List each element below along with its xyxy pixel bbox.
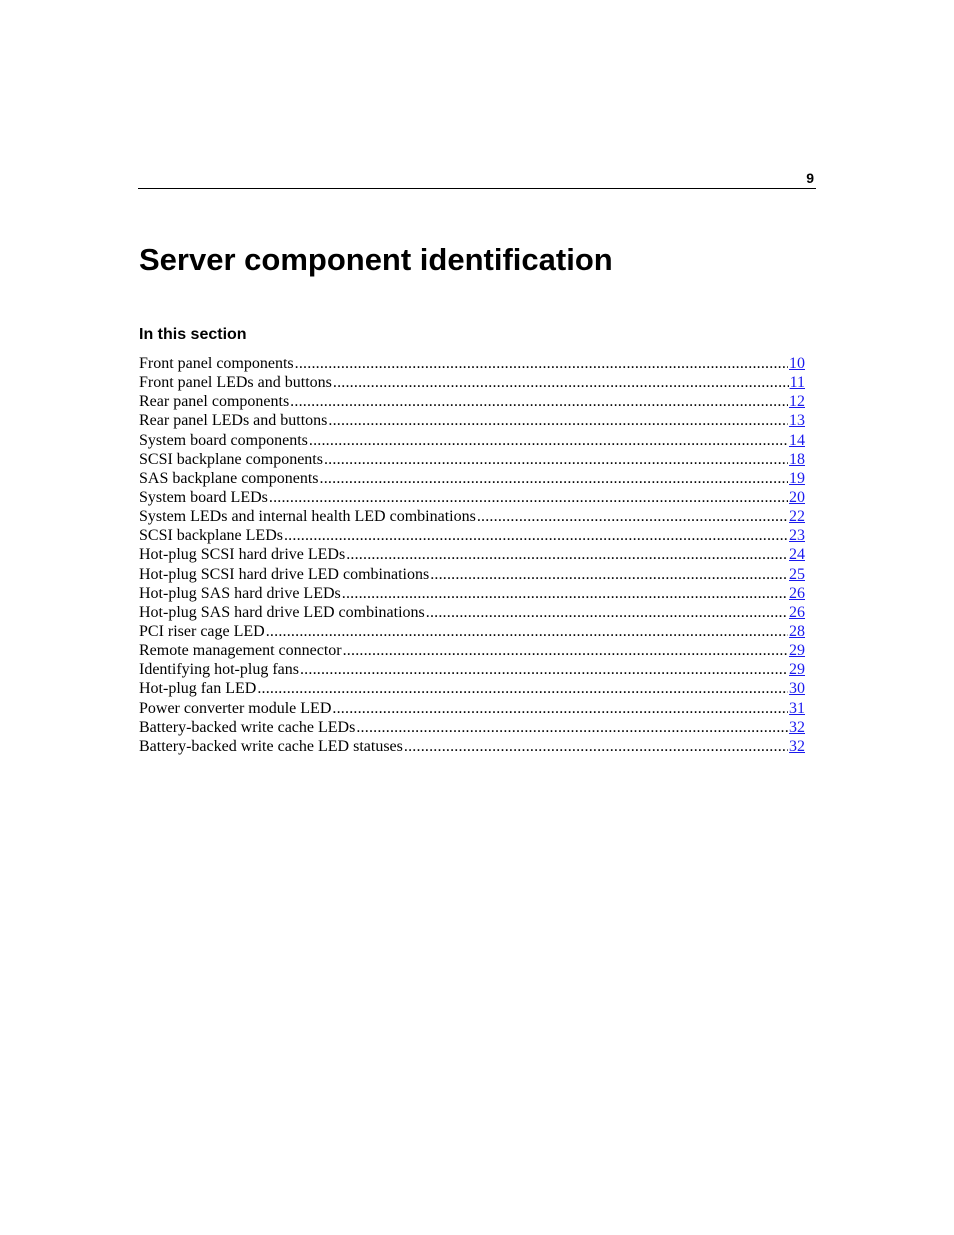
toc-entry (139, 718, 805, 737)
toc-dot-leader (346, 545, 788, 564)
toc-page-link[interactable]: 31 (789, 699, 805, 717)
toc-page-link[interactable]: 18 (789, 450, 805, 468)
toc-entry (139, 392, 805, 411)
toc-page-link[interactable]: 19 (789, 469, 805, 487)
toc-entry (139, 411, 805, 430)
toc-dot-leader (426, 603, 788, 622)
toc-dot-leader (356, 718, 788, 737)
toc-page-link[interactable]: 26 (789, 584, 805, 602)
toc-entry-label: System LEDs and internal health LED combinations (139, 508, 476, 526)
toc-entry (139, 679, 805, 698)
toc-entry-label: Front panel LEDs and buttons (139, 374, 332, 392)
toc-dot-leader (342, 584, 788, 603)
toc-page-link[interactable]: 11 (789, 374, 805, 392)
toc-entry-label: Hot-plug SCSI hard drive LEDs (139, 546, 346, 564)
toc-dot-leader (309, 431, 788, 450)
toc-entry (139, 507, 805, 526)
toc-dot-leader (343, 641, 788, 660)
toc-dot-leader (320, 469, 788, 488)
toc-page-link[interactable]: 13 (789, 412, 805, 430)
toc-page-link[interactable]: 10 (789, 355, 805, 372)
toc-entry (139, 565, 805, 584)
toc-page-link[interactable]: 29 (789, 642, 805, 660)
toc-entry-label: SCSI backplane LEDs (139, 527, 283, 545)
toc-page-link[interactable]: 25 (789, 565, 805, 583)
toc-entry-label: System board LEDs (139, 488, 268, 506)
toc-entry-label: Hot-plug fan LED (139, 680, 257, 698)
toc-entry (139, 584, 805, 603)
toc-entry (139, 641, 805, 660)
toc-entry (139, 737, 805, 756)
toc-dot-leader (269, 488, 788, 507)
toc-entry (139, 622, 805, 641)
toc-dot-leader (266, 622, 788, 641)
toc-entry-label: Battery-backed write cache LEDs (139, 718, 356, 736)
toc-page-link[interactable]: 22 (789, 508, 805, 526)
toc-page-link[interactable]: 12 (789, 393, 805, 411)
toc-entry-label: Hot-plug SAS hard drive LED combinations (139, 603, 425, 621)
toc-page-link[interactable]: 23 (789, 527, 805, 545)
toc-page-link[interactable]: 14 (789, 431, 805, 449)
toc-entry-label: Rear panel LEDs and buttons (139, 412, 328, 430)
toc-entry (139, 450, 805, 469)
toc-page-link[interactable]: 26 (789, 603, 805, 621)
toc-dot-leader (430, 565, 788, 584)
toc-entry-label: Hot-plug SAS hard drive LEDs (139, 584, 341, 602)
toc-entry-label: SCSI backplane components (139, 450, 323, 468)
toc-dot-leader (333, 373, 789, 392)
toc-page-link[interactable]: 30 (789, 680, 805, 698)
toc-entry (139, 603, 805, 622)
page-title: Server component identification (139, 242, 613, 277)
toc-dot-leader (324, 450, 788, 469)
toc-entry-label: PCI riser cage LED (139, 622, 265, 640)
toc-entry-label: Identifying hot-plug fans (139, 661, 299, 679)
toc-entry-label: Battery-backed write cache LED statuses (139, 737, 403, 755)
toc-dot-leader (477, 507, 788, 526)
toc-page-link[interactable]: 32 (789, 737, 805, 755)
toc-dot-leader (332, 699, 788, 718)
page-number: 9 (806, 170, 814, 186)
toc-entry (139, 699, 805, 718)
toc-entry-label: System board components (139, 431, 308, 449)
toc-dot-leader (300, 660, 788, 679)
toc-dot-leader (295, 354, 788, 373)
table-of-contents (139, 354, 805, 756)
toc-page-link[interactable]: 32 (789, 718, 805, 736)
toc-page-link[interactable]: 20 (789, 488, 805, 506)
toc-entry (139, 660, 805, 679)
toc-entry-label: Rear panel components (139, 393, 290, 411)
toc-entry-label: Front panel components (139, 355, 294, 372)
toc-dot-leader (257, 679, 788, 698)
toc-entry (139, 526, 805, 545)
toc-entry-label: SAS backplane components (139, 469, 319, 487)
toc-page-link[interactable]: 28 (789, 622, 805, 640)
toc-entry-label: Power converter module LED (139, 699, 332, 717)
toc-entry (139, 354, 805, 373)
toc-dot-leader (404, 737, 788, 756)
toc-entry (139, 488, 805, 507)
toc-dot-leader (290, 392, 788, 411)
header-rule (138, 188, 816, 189)
toc-dot-leader (284, 526, 788, 545)
section-heading: In this section (139, 326, 247, 343)
toc-entry (139, 431, 805, 450)
toc-entry-label: Hot-plug SCSI hard drive LED combinations (139, 565, 430, 583)
toc-entry-label: Remote management connector (139, 642, 342, 660)
toc-entry (139, 469, 805, 488)
toc-page-link[interactable]: 24 (789, 546, 805, 564)
toc-page-link[interactable]: 29 (789, 661, 805, 679)
toc-entry (139, 373, 805, 392)
toc-dot-leader (328, 411, 788, 430)
toc-entry (139, 545, 805, 564)
